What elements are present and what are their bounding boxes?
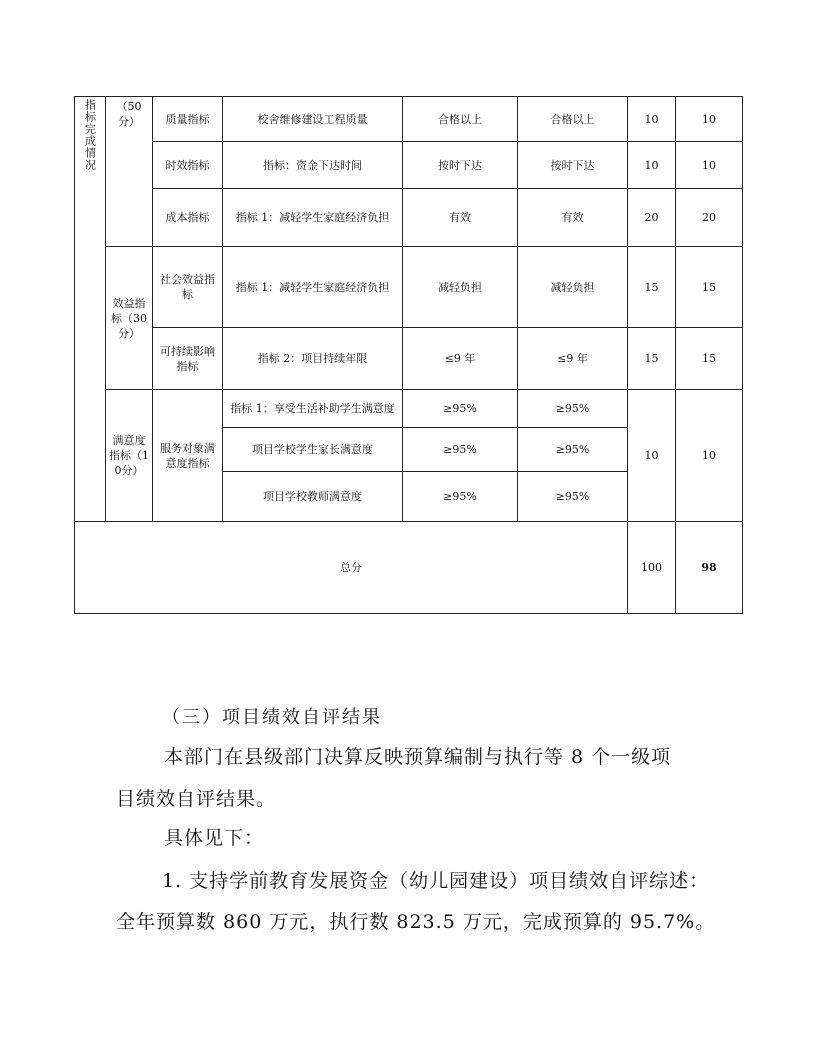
total-weight: 100	[628, 522, 676, 614]
target-value: ≥95%	[403, 472, 518, 522]
satisfaction-score: 10	[676, 390, 743, 522]
actual-value: 有效	[518, 189, 628, 247]
actual-value: ≥95%	[518, 428, 628, 472]
output-score-cell	[106, 97, 153, 247]
indicator-name: 指标 1：减轻学生家庭经济负担	[223, 247, 403, 328]
table-row	[75, 142, 743, 189]
indicator-type: 时效指标	[153, 142, 223, 189]
table-row	[75, 97, 743, 142]
performance-table	[74, 96, 743, 614]
indicator-type: 质量指标	[153, 97, 223, 142]
actual-value: ≥95%	[518, 472, 628, 522]
section-heading: （三）项目绩效自评结果	[162, 707, 382, 728]
score-value: 10	[676, 142, 743, 189]
target-value: 减轻负担	[403, 247, 518, 328]
paragraph-3-line-1: 1. 支持学前教育发展资金（幼儿园建设）项目绩效自评综述：	[162, 870, 710, 892]
table-row	[75, 328, 743, 390]
indicator-name: 指标 2：项目持续年限	[223, 328, 403, 390]
table-row	[75, 247, 743, 328]
satisfaction-group-cell: 满意度指标（10分）	[106, 390, 153, 522]
score-value: 10	[676, 97, 743, 142]
target-value: ≥95%	[403, 390, 518, 428]
indicator-name: 项目学校学生家长满意度	[223, 428, 403, 472]
score-value: 15	[676, 328, 743, 390]
target-value: 有效	[403, 189, 518, 247]
indicator-name: 指标 1：减轻学生家庭经济负担	[223, 189, 403, 247]
output-score-label: （50分）	[116, 100, 142, 128]
paragraph-3-line-2: 全年预算数 860 万元，执行数 823.5 万元，完成预算的 95.7%。	[116, 911, 716, 933]
indicator-name: 校舍维修建设工程质量	[223, 97, 403, 142]
indicator-name: 指标 1：享受生活补助学生满意度	[223, 390, 403, 428]
target-value: ≤9 年	[403, 328, 518, 390]
indicator-type: 可持续影响指标	[153, 328, 223, 390]
target-value: ≥95%	[403, 428, 518, 472]
satisfaction-weight: 10	[628, 390, 676, 522]
target-value: 按时下达	[403, 142, 518, 189]
total-label: 总分	[75, 522, 628, 614]
score-value: 15	[676, 247, 743, 328]
indicator-type: 社会效益指标	[153, 247, 223, 328]
score-value: 20	[676, 189, 743, 247]
indicator-name: 指标：资金下达时间	[223, 142, 403, 189]
paragraph-2: 具体见下：	[164, 827, 265, 849]
actual-value: 按时下达	[518, 142, 628, 189]
satisfaction-type-cell: 服务对象满意度指标	[153, 390, 223, 522]
target-value: 合格以上	[403, 97, 518, 142]
total-score: 98	[676, 522, 743, 614]
weight-value: 15	[628, 328, 676, 390]
actual-value: ≥95%	[518, 390, 628, 428]
weight-value: 10	[628, 142, 676, 189]
table-row	[75, 189, 743, 247]
paragraph-1-line-2: 目绩效自评结果。	[116, 788, 277, 810]
total-row	[75, 522, 743, 614]
indicator-name: 项目学校教师满意度	[223, 472, 403, 522]
indicator-type: 成本指标	[153, 189, 223, 247]
table-row	[75, 390, 743, 428]
actual-value: 合格以上	[518, 97, 628, 142]
benefit-group-cell: 效益指标（30分）	[106, 247, 153, 390]
actual-value: ≤9 年	[518, 328, 628, 390]
weight-value: 15	[628, 247, 676, 328]
indicator-category-label: 指标完成情况	[83, 99, 97, 171]
actual-value: 减轻负担	[518, 247, 628, 328]
weight-value: 10	[628, 97, 676, 142]
paragraph-1-line-1: 本部门在县级部门决算反映预算编制与执行等 8 个一级项	[164, 746, 672, 768]
indicator-category-cell	[75, 97, 106, 522]
weight-value: 20	[628, 189, 676, 247]
